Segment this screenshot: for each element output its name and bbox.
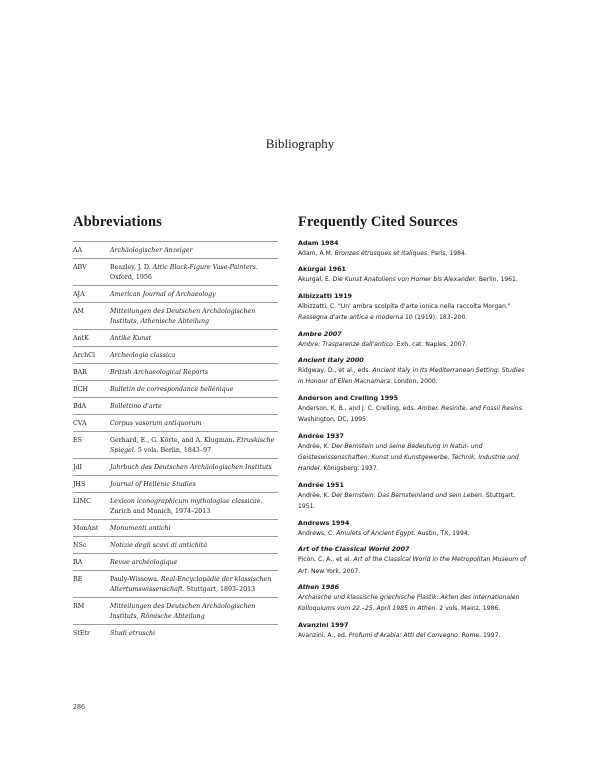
text-run: Albizzatti, C. "Un' ambra scolpita d'arte ionica nella raccolta Morgan." (298, 302, 511, 310)
text-run: . 2 vols. Mainz, 1986. (435, 605, 501, 613)
abbreviation-row (73, 519, 278, 536)
source-key: Andrews 1994 (298, 518, 350, 527)
source-citation (298, 274, 530, 285)
text-run: Akurgal, E. (298, 276, 333, 284)
abbreviation-row (73, 380, 278, 397)
abbreviation-definition (110, 351, 278, 361)
text-run: . Rome, 1997. (457, 631, 501, 639)
source-key: Ambre 2007 (298, 329, 342, 338)
text-run: Lexicon iconographicum mythologiae classicae. (110, 498, 263, 505)
text-run: . Exh. cat. Naples, 2007. (392, 340, 468, 348)
text-run: Amulets of Ancient Egypt (336, 529, 414, 537)
text-run: Die Kunst Anatoliens von Homer bis Alexander (332, 276, 475, 284)
abbreviation-definition (110, 524, 278, 534)
abbreviation: NSc (73, 542, 87, 549)
source-entry (298, 481, 530, 513)
source-citation (298, 630, 530, 641)
text-run: Studi etruschi (110, 630, 156, 637)
abbreviation: MonAnt (73, 525, 99, 532)
abbreviation: AA (73, 247, 83, 254)
text-run: Notizie degli scavi di antichità (110, 542, 208, 549)
source-entry (298, 621, 530, 641)
text-run: Rassegna d'arte antica e moderna (298, 314, 404, 322)
text-run: British Archaeological Reports (110, 369, 209, 376)
text-run: Andrée, K. (298, 442, 332, 450)
source-citation (298, 365, 530, 388)
abbreviations-table (73, 241, 278, 641)
source-entry (298, 394, 530, 426)
text-run: Andrews, C. (298, 529, 337, 537)
source-citation (298, 554, 530, 577)
abbreviation-row (73, 624, 278, 641)
text-run: Archäologischer Anzeiger (110, 247, 193, 254)
source-citation (298, 528, 530, 539)
text-run: Anderson, K. B., and J. C. Crelling, eds. (298, 404, 418, 412)
abbreviation-row (73, 553, 278, 570)
abbreviation: RM (73, 603, 85, 610)
abbreviation-definition (110, 463, 278, 473)
abbreviation-definition (110, 497, 278, 517)
source-entry (298, 583, 530, 615)
source-entry (298, 356, 530, 388)
abbreviation-row (73, 431, 278, 458)
abbreviation-definition (110, 246, 278, 256)
text-run: Oxford, 1956 (110, 274, 152, 281)
text-run: Amber, Resinite, and Fossil Resins (417, 404, 522, 412)
source-entry (298, 265, 530, 285)
abbreviation-definition (110, 385, 278, 395)
source-entry (298, 239, 530, 259)
source-entry (298, 292, 530, 324)
abbreviation-definition (110, 368, 278, 378)
abbreviation-definition (110, 575, 278, 595)
abbreviation: BdA (73, 403, 87, 410)
text-run: . New York, 2007. (307, 567, 361, 575)
text-run: Mitteilungen des Deutschen Archäologischen Instituts, Römische Abteilung (110, 603, 256, 620)
text-run: Monumenti antichi (110, 525, 171, 532)
text-run: American Journal of Archaeology (110, 291, 216, 298)
text-run: Der Bernstein und seine Bedeutung in Natur- und Geisteswissenschaften, Kunst und Kunstgewerbe, Technik, Industrie und Handel (298, 442, 519, 473)
text-run: Adam, A.M. (298, 250, 335, 257)
abbreviation-row (73, 414, 278, 431)
source-citation (298, 592, 530, 615)
text-run: Antike Kunst (110, 335, 152, 342)
abbreviation-row (73, 458, 278, 475)
source-entry (298, 545, 530, 577)
text-run: Ancient Italy in Its Mediterranean Setting: Studies in Honour of Ellen Macnamara (298, 367, 525, 386)
text-run: Picón, C. A., et al. (298, 556, 354, 564)
page-title: Bibliography (265, 136, 335, 151)
text-run: Zurich and Munich, 1974–2013 (110, 508, 211, 515)
abbreviation: AntK (73, 335, 89, 342)
abbreviation-definition (110, 290, 278, 300)
source-citation (298, 339, 530, 350)
sources-list (298, 239, 530, 647)
abbreviation-definition (110, 263, 278, 283)
source-key: Athen 1986 (298, 582, 340, 591)
abbreviation-row (73, 570, 278, 597)
source-key: Andrée 1937 (298, 431, 344, 440)
text-run: Archaische und klassische griechische Plastik: Akten des internationalen Kolloquiums vom 22.–25. April 1985 in Athen (298, 593, 520, 613)
source-key: Andrée 1951 (298, 480, 344, 489)
abbreviation: ES (73, 437, 82, 444)
text-run: 5 vols. Berlin, 1843–97 (135, 447, 212, 454)
text-run: Pauly-Wissowa. (110, 576, 161, 583)
abbreviation-definition (110, 307, 278, 327)
text-run: Revue archéologique (110, 559, 178, 566)
text-run: Beazley, J. D. (110, 264, 153, 271)
text-run: . Stuttgart, 1951. (298, 491, 516, 511)
text-run: Archeologia classica (110, 352, 176, 359)
text-run: Attic Black-Figure Vase-Painters. (152, 264, 258, 271)
source-citation (298, 301, 530, 324)
abbreviation: LIMC (73, 498, 91, 505)
source-key: Art of the Classical World 2007 (298, 545, 410, 554)
source-key: Anderson and Crelling 1995 (298, 393, 399, 402)
abbreviation-row (73, 285, 278, 302)
source-key: Adam 1984 (298, 239, 339, 247)
source-entry (298, 432, 530, 475)
abbreviation-definition (110, 402, 278, 412)
abbreviation: ArchCl (73, 352, 95, 359)
text-run: Avanzini, A., ed. (298, 631, 349, 639)
abbreviation-definition (110, 541, 278, 551)
text-run: Etruskische Spiegel. (110, 437, 275, 454)
text-run: . Paris, 1984. (427, 250, 467, 257)
text-run: Ridgway, D., et al., eds. (298, 367, 373, 375)
source-key: Akürgal 1961 (298, 265, 346, 274)
abbreviation: RE (73, 576, 83, 583)
text-run: Der Bernstein: Das Bernsteinland und sein Leben (331, 491, 482, 499)
abbreviation-row (73, 241, 278, 258)
source-key: Avanzini 1997 (298, 620, 349, 629)
abbreviation: ABV (73, 264, 87, 271)
page-number: 286 (73, 704, 86, 711)
source-citation (298, 403, 530, 426)
text-run: . Austin, TX, 1994. (413, 529, 470, 537)
abbreviation-definition (110, 629, 278, 639)
text-run: . London, 2000. (390, 378, 438, 386)
abbreviation: AJA (73, 291, 85, 298)
text-run: Real-Encyclopädie der klassischen Altertumswissenschaft. (110, 576, 272, 593)
source-citation (298, 441, 530, 475)
source-key: Ancient Italy 2000 (298, 356, 364, 365)
text-run: Gerhard, E., G. Körte, and A. Klugman. (110, 437, 237, 444)
abbreviation-definition (110, 602, 278, 622)
abbreviation: BCH (73, 386, 89, 393)
text-run: Bollettino d'arte (110, 403, 162, 410)
text-run: Corpus vasorum antiquorum (110, 420, 202, 427)
abbreviation-definition (110, 436, 278, 456)
abbreviation: BAR (73, 369, 87, 376)
abbreviation-row (73, 346, 278, 363)
abbreviation-definition (110, 419, 278, 429)
sources-heading: Frequently Cited Sources (298, 214, 458, 230)
abbreviation-row (73, 329, 278, 346)
abbreviations-heading: Abbreviations (73, 214, 162, 230)
text-run: Bronzes étrusques et italiques (334, 250, 428, 257)
abbreviation: CVA (73, 420, 87, 427)
abbreviation-definition (110, 334, 278, 344)
text-run: . Washington, DC, 1995. (298, 404, 524, 424)
abbreviation-row (73, 597, 278, 624)
text-run: Mitteilungen des Deutschen Archäologischen Instituts, Athenische Abteilung (110, 308, 256, 325)
abbreviation: StEtr (73, 630, 90, 637)
text-run: 10 (1919): 183–200. (403, 314, 468, 322)
text-run: . Berlin, 1961. (474, 276, 518, 284)
abbreviation-row (73, 492, 278, 519)
abbreviation-definition (110, 558, 278, 568)
source-citation (298, 248, 530, 259)
abbreviation: RA (73, 559, 83, 566)
text-run: Ambre: Trasparenze dall'antico (298, 340, 393, 348)
abbreviation-row (73, 475, 278, 492)
source-key: Albizzatti 1919 (298, 291, 352, 300)
abbreviation: JHS (73, 481, 86, 488)
source-citation (298, 490, 530, 513)
abbreviation-row (73, 363, 278, 380)
abbreviation-row (73, 302, 278, 329)
abbreviation-definition (110, 480, 278, 490)
abbreviation: JdI (73, 464, 83, 471)
text-run: . Königsberg, 1937. (319, 465, 379, 473)
abbreviation-row (73, 536, 278, 553)
text-run: Journal of Hellenic Studies (110, 481, 196, 488)
text-run: Art of the Classical World in the Metropolitan Museum of Art (298, 556, 526, 575)
source-entry (298, 330, 530, 350)
source-entry (298, 519, 530, 539)
text-run: Profumi d'Arabia: Atti del Convegno (348, 631, 458, 639)
text-run: Jahrbuch des Deutschen Archäologischen Instituts (110, 464, 272, 471)
abbreviation-row (73, 258, 278, 285)
abbreviation-row (73, 397, 278, 414)
text-run: Bulletin de correspondance hellénique (110, 386, 234, 393)
abbreviation: AM (73, 308, 84, 315)
text-run: Andrée, K. (298, 491, 332, 499)
text-run: Stuttgart, 1893–2013 (184, 586, 256, 593)
